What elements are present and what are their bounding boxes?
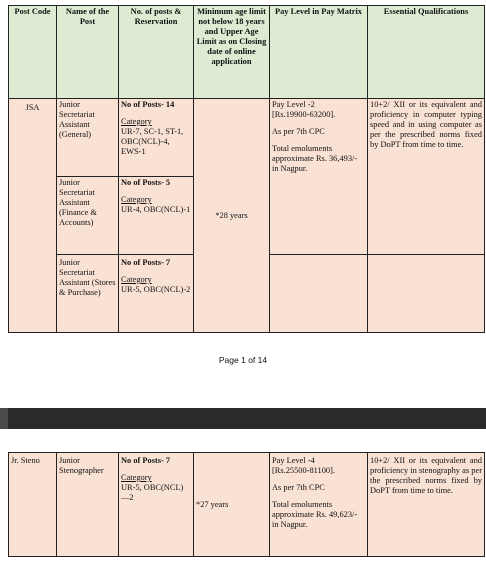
- age-limit-jsa: [194, 99, 270, 333]
- qualification-jsa-stores-empty: [368, 255, 485, 333]
- table-row-junior-steno: [9, 453, 485, 557]
- reservation-breakdown: UR-7, SC-1, ST-1, OBC(NCL)-4, EWS-1: [121, 127, 184, 156]
- posts-jsa-stores: [119, 255, 194, 333]
- reservation-breakdown: UR-5, OBC(NCL)—2: [121, 483, 184, 502]
- header-posts-reservation: No. of posts & Reservation: [119, 6, 194, 99]
- posts-jsa-general: [119, 99, 194, 177]
- posts-jsa-finance: [119, 177, 194, 255]
- posts-count: No of Posts- 5: [121, 178, 171, 187]
- post-name-steno: Junior Stenographer: [57, 453, 119, 557]
- table-row-jsa-general: [9, 99, 485, 177]
- pay-level-jsa-stores-empty: [270, 255, 368, 333]
- post-code-steno: Jr. Steno: [9, 453, 57, 557]
- page-number: Page 1 of 14: [218, 355, 268, 365]
- posts-count: No of Posts- 14: [121, 100, 175, 109]
- post-code-jsa: JSA: [9, 99, 57, 333]
- header-pay-level: Pay Level in Pay Matrix: [270, 6, 368, 99]
- page-break-band: [0, 408, 486, 429]
- emoluments-note: Total emoluments approximate Rs. 49,623/- in Nagpur.: [272, 500, 358, 529]
- reservation-breakdown: UR-5, OBC(NCL)-2: [121, 285, 191, 294]
- pay-level-value: Pay Level -2: [272, 100, 315, 109]
- category-label: Category: [121, 275, 152, 284]
- reservation-breakdown: UR-4, OBC(NCL)-1: [121, 205, 191, 214]
- category-label: Category: [121, 473, 152, 482]
- pay-level-value: Pay Level -4: [272, 456, 315, 465]
- header-age-limit: Minimum age limit not below 18 years and Upper Age Limit as on Closing date of online application: [194, 6, 270, 99]
- posts-count: No of Posts- 7: [121, 456, 171, 465]
- qualification-steno: 10+2/ XII or its equivalent and proficiency in stenography as per the prescribed norms fixed by DoPT from time to time.: [368, 453, 485, 557]
- post-name-jsa-general: Junior Secretariat Assistant (General): [57, 99, 119, 177]
- header-qualifications: Essential Qualifications: [368, 6, 485, 99]
- category-label: Category: [121, 117, 152, 126]
- recruitment-table: [8, 5, 485, 333]
- posts-steno: [119, 453, 194, 557]
- cpc-note: As per 7th CPC: [272, 483, 325, 492]
- pay-level-jsa: [270, 99, 368, 255]
- cpc-note: As per 7th CPC: [272, 127, 325, 136]
- recruitment-table-continued: [8, 452, 485, 557]
- header-post-code: Post Code: [9, 6, 57, 99]
- posts-count: No of Posts- 7: [121, 258, 171, 267]
- header-post-name: Name of the Post: [57, 6, 119, 99]
- emoluments-note: Total emoluments approximate Rs. 36,493/- in Nagpur.: [272, 144, 358, 173]
- pay-range-value: [Rs.25500-81100].: [272, 466, 335, 475]
- pay-level-steno: [270, 453, 368, 557]
- age-limit-value: *27 years: [196, 499, 229, 509]
- table-header-row: [9, 6, 485, 99]
- category-label: Category: [121, 195, 152, 204]
- pay-range-value: [Rs.19900-63200].: [272, 110, 336, 119]
- post-name-jsa-stores: Junior Secretariat Assistant (Stores & Purchase): [57, 255, 119, 333]
- age-limit-value: *28 years: [215, 210, 248, 220]
- qualification-jsa: 10+2/ XII or its equivalent and proficiency in computer typing speed and in using computer as per the prescribed norms fixed by DoPT from time to time.: [368, 99, 485, 255]
- age-limit-steno: [194, 453, 270, 557]
- post-name-jsa-finance: Junior Secretariat Assistant (Finance & Accounts): [57, 177, 119, 255]
